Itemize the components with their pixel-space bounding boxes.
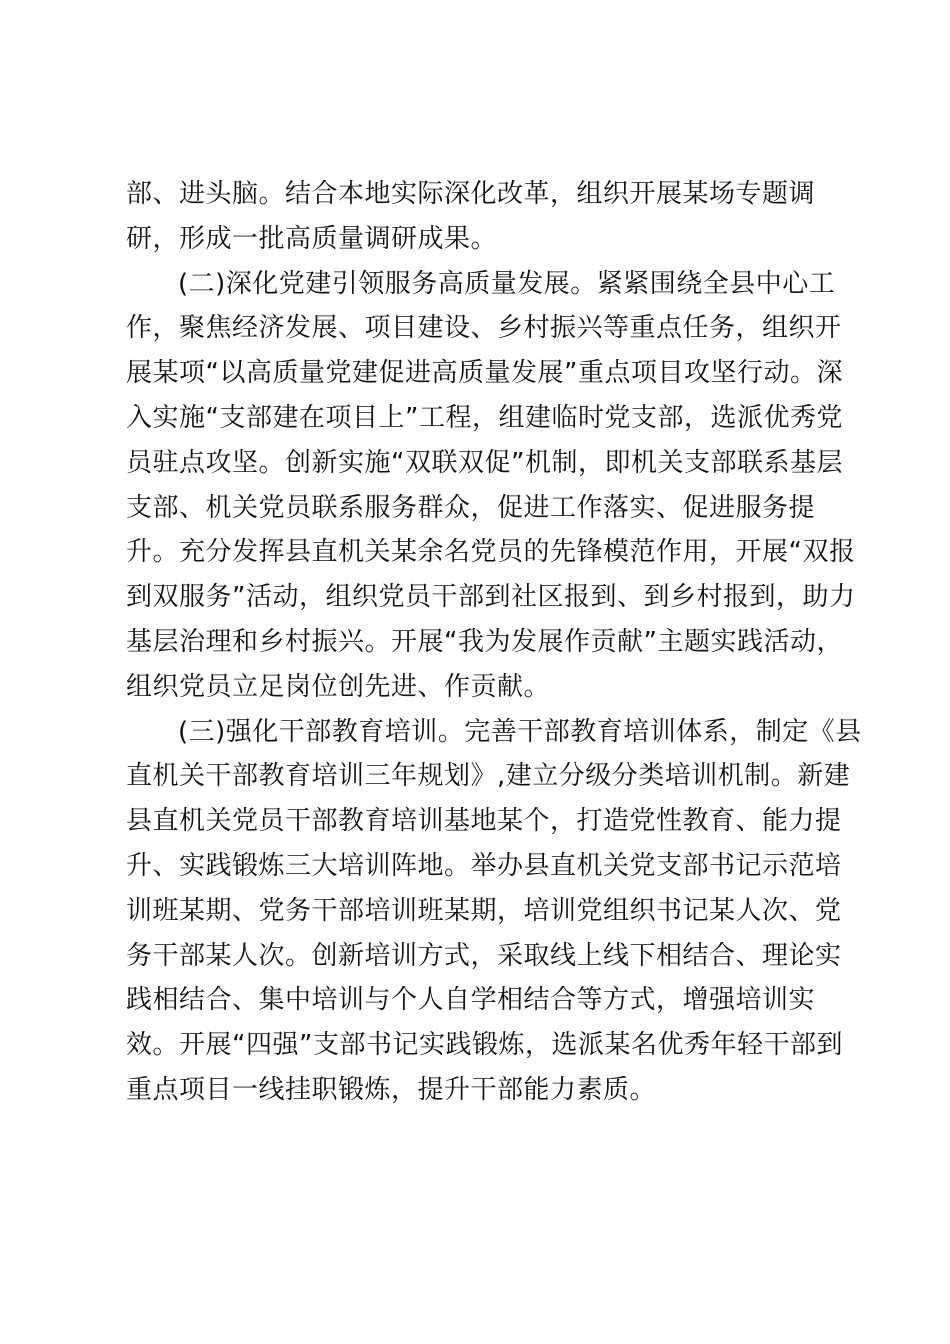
text-line: 员驻点攻坚。创新实施“双联双促”机制，即机关支部联系基层 (126, 447, 843, 478)
text-line: 展某项“以高质量党建促进高质量发展”重点项目攻坚行动。深 (126, 358, 843, 389)
text-line: 升、实践锻炼三大培训阵地。举办县直机关党支部书记示范培 (126, 850, 842, 881)
text-line: 训班某期、党务干部培训班某期，培训党组织书记某人次、党 (126, 895, 842, 926)
text-line: 直机关干部教育培训三年规划》,建立分级分类培训机制。新建 (126, 761, 851, 792)
text-line: 到双服务”活动，组织党员干部到社区报到、到乡村报到，助力 (126, 582, 856, 613)
section-heading-line: (二)深化党建引领服务高质量发展。紧紧围绕全县中心工 (178, 268, 836, 299)
section-heading-line: (三)强化干部教育培训。完善干部教育培训体系，制定《县 (178, 716, 862, 747)
text-line: 重点项目一线挂职锻炼，提升干部能力素质。 (126, 1074, 657, 1105)
text-line: 县直机关党员干部教育培训基地某个，打造党性教育、能力提 (126, 806, 842, 837)
text-line: 基层治理和乡村振兴。开展“我为发展作贡献”主题实践活动， (126, 626, 843, 657)
text-line: 务干部某人次。创新培训方式，采取线上线下相结合、理论实 (126, 940, 842, 971)
text-line: 组织党员立足岗位创先进、作贡献。 (126, 671, 551, 702)
text-line: 部、进头脑。结合本地实际深化改革，组织开展某场专题调 (126, 179, 816, 209)
text-line: 效。开展“四强”支部书记实践锻炼，选派某名优秀年轻干部到 (126, 1030, 843, 1061)
text-line: 入实施“支部建在项目上”工程，组建临时党支部，选派优秀党 (126, 402, 843, 433)
text-line: 支部、机关党员联系服务群众，促进工作落实、促进服务提 (126, 492, 816, 523)
text-line: 升。充分发挥县直机关某余名党员的先锋模范作用，开展“双报 (126, 537, 856, 568)
document-body (126, 172, 862, 1113)
text-line: 践相结合、集中培训与个人自学相结合等方式，增强培训实 (126, 985, 816, 1016)
text-line: 研，形成一批高质量调研成果。 (126, 223, 498, 254)
text-line: 作，聚焦经济发展、项目建设、乡村振兴等重点任务，组织开 (126, 313, 842, 344)
